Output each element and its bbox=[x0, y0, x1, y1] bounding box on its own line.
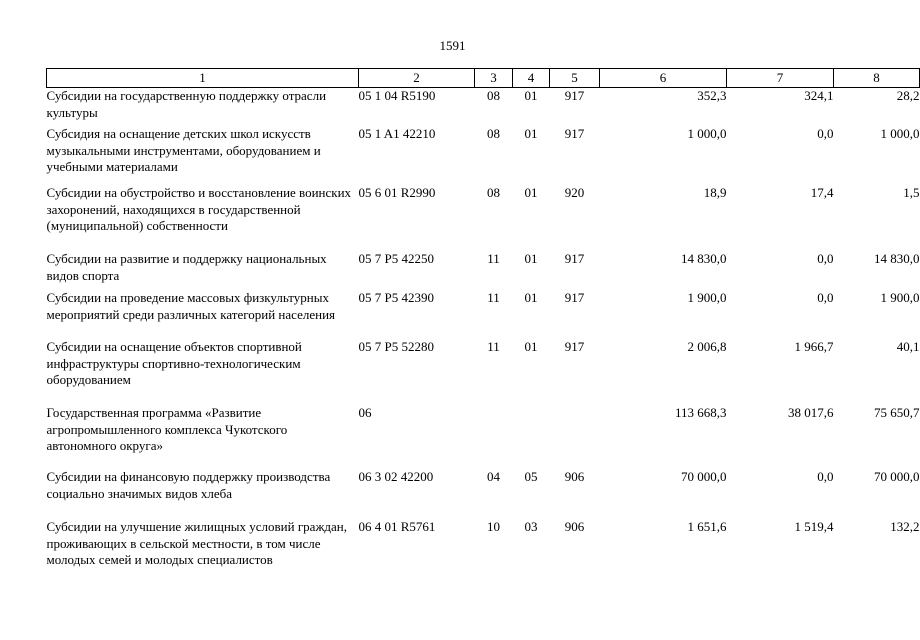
row-name: Государственная программа «Развитие агропромышленного комплекса Чукотского автономного округа» bbox=[46, 405, 288, 453]
row-name: Субсидии на обустройство и восстановление воинских захоронений, находящихся в государственной (муниципальной) собственности bbox=[46, 185, 352, 233]
row-col-5: 917 bbox=[564, 126, 585, 141]
row-col-5: 906 bbox=[564, 519, 585, 534]
row-col-7: 17,4 bbox=[810, 185, 834, 200]
row-col-4: 01 bbox=[524, 290, 538, 305]
table-row bbox=[47, 251, 920, 290]
row-col-4: 03 bbox=[524, 519, 538, 534]
row-col-7: 0,0 bbox=[817, 469, 834, 484]
row-col-4: 01 bbox=[524, 339, 538, 354]
row-col-8: 14 830,0 bbox=[874, 251, 920, 266]
row-col-8: 70 000,0 bbox=[874, 469, 920, 484]
row-col-8: 28,2 bbox=[896, 88, 920, 103]
row-col-7: 0,0 bbox=[817, 290, 834, 305]
row-col-6: 14 830,0 bbox=[681, 251, 727, 266]
row-col-3: 08 bbox=[487, 88, 500, 103]
row-col-7: 1 966,7 bbox=[794, 339, 834, 354]
row-name: Субсидии на государственную поддержку отрасли культуры bbox=[46, 88, 327, 120]
row-col-5: 917 bbox=[564, 339, 585, 354]
row-name: Субсидии на развитие и поддержку национальных видов спорта bbox=[46, 251, 327, 283]
column-header-6: 6 bbox=[600, 69, 727, 88]
row-code: 05 6 01 R2990 bbox=[358, 185, 436, 200]
column-header-4: 4 bbox=[513, 69, 550, 88]
row-col-4: 01 bbox=[524, 185, 538, 200]
row-col-6: 113 668,3 bbox=[674, 405, 727, 420]
row-col-8: 1,5 bbox=[903, 185, 920, 200]
row-col-8: 132,2 bbox=[890, 519, 920, 534]
column-header-3: 3 bbox=[475, 69, 513, 88]
row-col-8: 75 650,7 bbox=[874, 405, 920, 420]
row-name: Субсидии на проведение массовых физкультурных мероприятий среди различных категорий населения bbox=[46, 290, 336, 322]
row-col-3: 10 bbox=[487, 519, 500, 534]
row-col-7: 324,1 bbox=[804, 88, 834, 103]
table-row bbox=[47, 126, 920, 185]
row-col-3: 08 bbox=[487, 185, 500, 200]
row-col-5: 920 bbox=[564, 185, 585, 200]
row-col-4: 01 bbox=[524, 88, 538, 103]
row-col-5: 917 bbox=[564, 251, 585, 266]
row-col-4: 01 bbox=[524, 251, 538, 266]
row-col-3: 11 bbox=[487, 339, 500, 354]
row-col-7: 0,0 bbox=[817, 251, 834, 266]
row-col-3: 08 bbox=[487, 126, 500, 141]
row-code: 06 3 02 42200 bbox=[358, 469, 434, 484]
row-col-4 bbox=[513, 405, 550, 469]
row-col-7: 38 017,6 bbox=[788, 405, 834, 420]
column-header-5: 5 bbox=[550, 69, 600, 88]
table-row bbox=[47, 519, 920, 589]
row-col-8: 1 900,0 bbox=[880, 290, 920, 305]
row-col-5 bbox=[550, 405, 600, 469]
table-row bbox=[47, 339, 920, 405]
table-row bbox=[47, 469, 920, 519]
row-name: Субсидии на финансовую поддержку производства социально значимых видов хлеба bbox=[46, 469, 331, 501]
row-code: 05 7 P5 52280 bbox=[358, 339, 434, 354]
row-name: Субсидии на улучшение жилищных условий граждан, проживающих в сельской местности, в том числе молодых семей и молодых специалистов bbox=[46, 519, 348, 567]
row-col-6: 1 900,0 bbox=[687, 290, 727, 305]
budget-table bbox=[46, 68, 920, 589]
row-col-3: 11 bbox=[487, 290, 500, 305]
row-name: Субсидия на оснащение детских школ искусств музыкальными инструментами, оборудованием и учебными материалами bbox=[46, 126, 321, 174]
row-code: 05 7 P5 42250 bbox=[358, 251, 434, 266]
table-row bbox=[47, 405, 920, 469]
column-header-7: 7 bbox=[727, 69, 834, 88]
row-col-7: 1 519,4 bbox=[794, 519, 834, 534]
row-col-7: 0,0 bbox=[817, 126, 834, 141]
row-name: Субсидии на оснащение объектов спортивной инфраструктуры спортивно-технологическим оборудованием bbox=[46, 339, 302, 387]
row-col-5: 917 bbox=[564, 88, 585, 103]
row-col-6: 1 651,6 bbox=[687, 519, 727, 534]
row-col-8: 40,1 bbox=[896, 339, 920, 354]
table-row bbox=[47, 290, 920, 339]
row-code: 05 1 04 R5190 bbox=[358, 88, 436, 103]
row-col-5: 906 bbox=[564, 469, 585, 484]
row-col-6: 70 000,0 bbox=[681, 469, 727, 484]
table-header-row bbox=[47, 69, 920, 88]
row-col-6: 352,3 bbox=[697, 88, 727, 103]
row-col-3: 11 bbox=[487, 251, 500, 266]
row-code: 06 bbox=[358, 405, 372, 420]
row-code: 05 1 A1 42210 bbox=[358, 126, 436, 141]
row-col-6: 1 000,0 bbox=[687, 126, 727, 141]
column-header-1: 1 bbox=[47, 69, 359, 88]
column-header-8: 8 bbox=[834, 69, 920, 88]
table-row bbox=[47, 88, 920, 127]
row-code: 06 4 01 R5761 bbox=[358, 519, 436, 534]
row-col-3: 04 bbox=[487, 469, 500, 484]
row-col-4: 05 bbox=[524, 469, 538, 484]
row-col-3 bbox=[475, 405, 513, 469]
table-row bbox=[47, 185, 920, 251]
column-header-2: 2 bbox=[359, 69, 475, 88]
row-col-6: 18,9 bbox=[703, 185, 727, 200]
row-col-8: 1 000,0 bbox=[880, 126, 920, 141]
row-col-6: 2 006,8 bbox=[687, 339, 727, 354]
row-col-5: 917 bbox=[564, 290, 585, 305]
page-number: 1591 bbox=[439, 38, 466, 53]
row-code: 05 7 P5 42390 bbox=[358, 290, 434, 305]
row-col-4: 01 bbox=[524, 126, 538, 141]
